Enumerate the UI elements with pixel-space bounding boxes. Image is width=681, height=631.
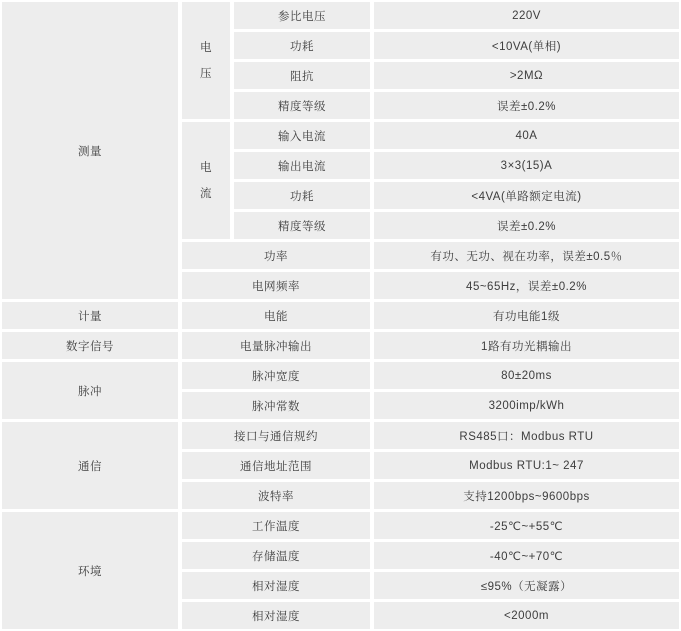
value-relative-humidity-altitude: <2000m: [374, 602, 679, 629]
param-pulse-width: 脉冲宽度: [182, 362, 370, 389]
subgroup-current: [182, 122, 230, 239]
value-input-current: 40A: [374, 122, 679, 149]
param-reference-voltage: 参比电压: [234, 2, 370, 29]
value-energy-pulse-output: 1路有功光耦输出: [374, 332, 679, 359]
value-energy: 有功电能1级: [374, 302, 679, 329]
value-impedance: >2MΩ: [374, 62, 679, 89]
param-power: 功率: [182, 242, 370, 269]
param-voltage-accuracy: 精度等级: [234, 92, 370, 119]
value-power: 有功、无功、视在功率，误差±0.5％: [374, 242, 679, 269]
param-energy: 电能: [182, 302, 370, 329]
param-storage-temperature: 存储温度: [182, 542, 370, 569]
value-relative-humidity: ≤95%（无凝露）: [374, 572, 679, 599]
value-current-power-consumption: <4VA(单路额定电流): [374, 182, 679, 209]
category-metering: 计量: [2, 302, 178, 329]
param-interface-protocol: 接口与通信规约: [182, 422, 370, 449]
param-comm-address-range: 通信地址范围: [182, 452, 370, 479]
subgroup-voltage-label: 电压: [200, 41, 212, 80]
value-storage-temperature: -40℃~+70℃: [374, 542, 679, 569]
param-grid-frequency: 电网频率: [182, 272, 370, 299]
param-input-current: 输入电流: [234, 122, 370, 149]
subgroup-current-label: 电流: [200, 161, 212, 200]
value-pulse-width: 80±20ms: [374, 362, 679, 389]
subgroup-voltage: [182, 2, 230, 119]
value-current-accuracy: 误差±0.2%: [374, 212, 679, 239]
value-comm-address-range: Modbus RTU:1~ 247: [374, 452, 679, 479]
param-voltage-power-consumption: 功耗: [234, 32, 370, 59]
param-current-power-consumption: 功耗: [234, 182, 370, 209]
category-measurement: 测量: [2, 2, 178, 299]
param-energy-pulse-output: 电量脉冲输出: [182, 332, 370, 359]
param-impedance: 阻抗: [234, 62, 370, 89]
param-relative-humidity: 相对湿度: [182, 572, 370, 599]
value-output-current: 3×3(15)A: [374, 152, 679, 179]
value-grid-frequency: 45~65Hz，误差±0.2%: [374, 272, 679, 299]
category-digital-signal: 数字信号: [2, 332, 178, 359]
param-current-accuracy: 精度等级: [234, 212, 370, 239]
category-environment: 环境: [2, 512, 178, 629]
value-pulse-constant: 3200imp/kWh: [374, 392, 679, 419]
param-pulse-constant: 脉冲常数: [182, 392, 370, 419]
param-output-current: 输出电流: [234, 152, 370, 179]
value-baud-rate: 支持1200bps~9600bps: [374, 482, 679, 509]
category-communication: 通信: [2, 422, 178, 509]
value-interface-protocol: RS485口：Modbus RTU: [374, 422, 679, 449]
param-relative-humidity-altitude: 相对湿度: [182, 602, 370, 629]
value-reference-voltage: 220V: [374, 2, 679, 29]
value-voltage-accuracy: 误差±0.2%: [374, 92, 679, 119]
param-working-temperature: 工作温度: [182, 512, 370, 539]
category-pulse: 脉冲: [2, 362, 178, 419]
value-working-temperature: -25℃~+55℃: [374, 512, 679, 539]
value-voltage-power-consumption: <10VA(单相): [374, 32, 679, 59]
param-baud-rate: 波特率: [182, 482, 370, 509]
